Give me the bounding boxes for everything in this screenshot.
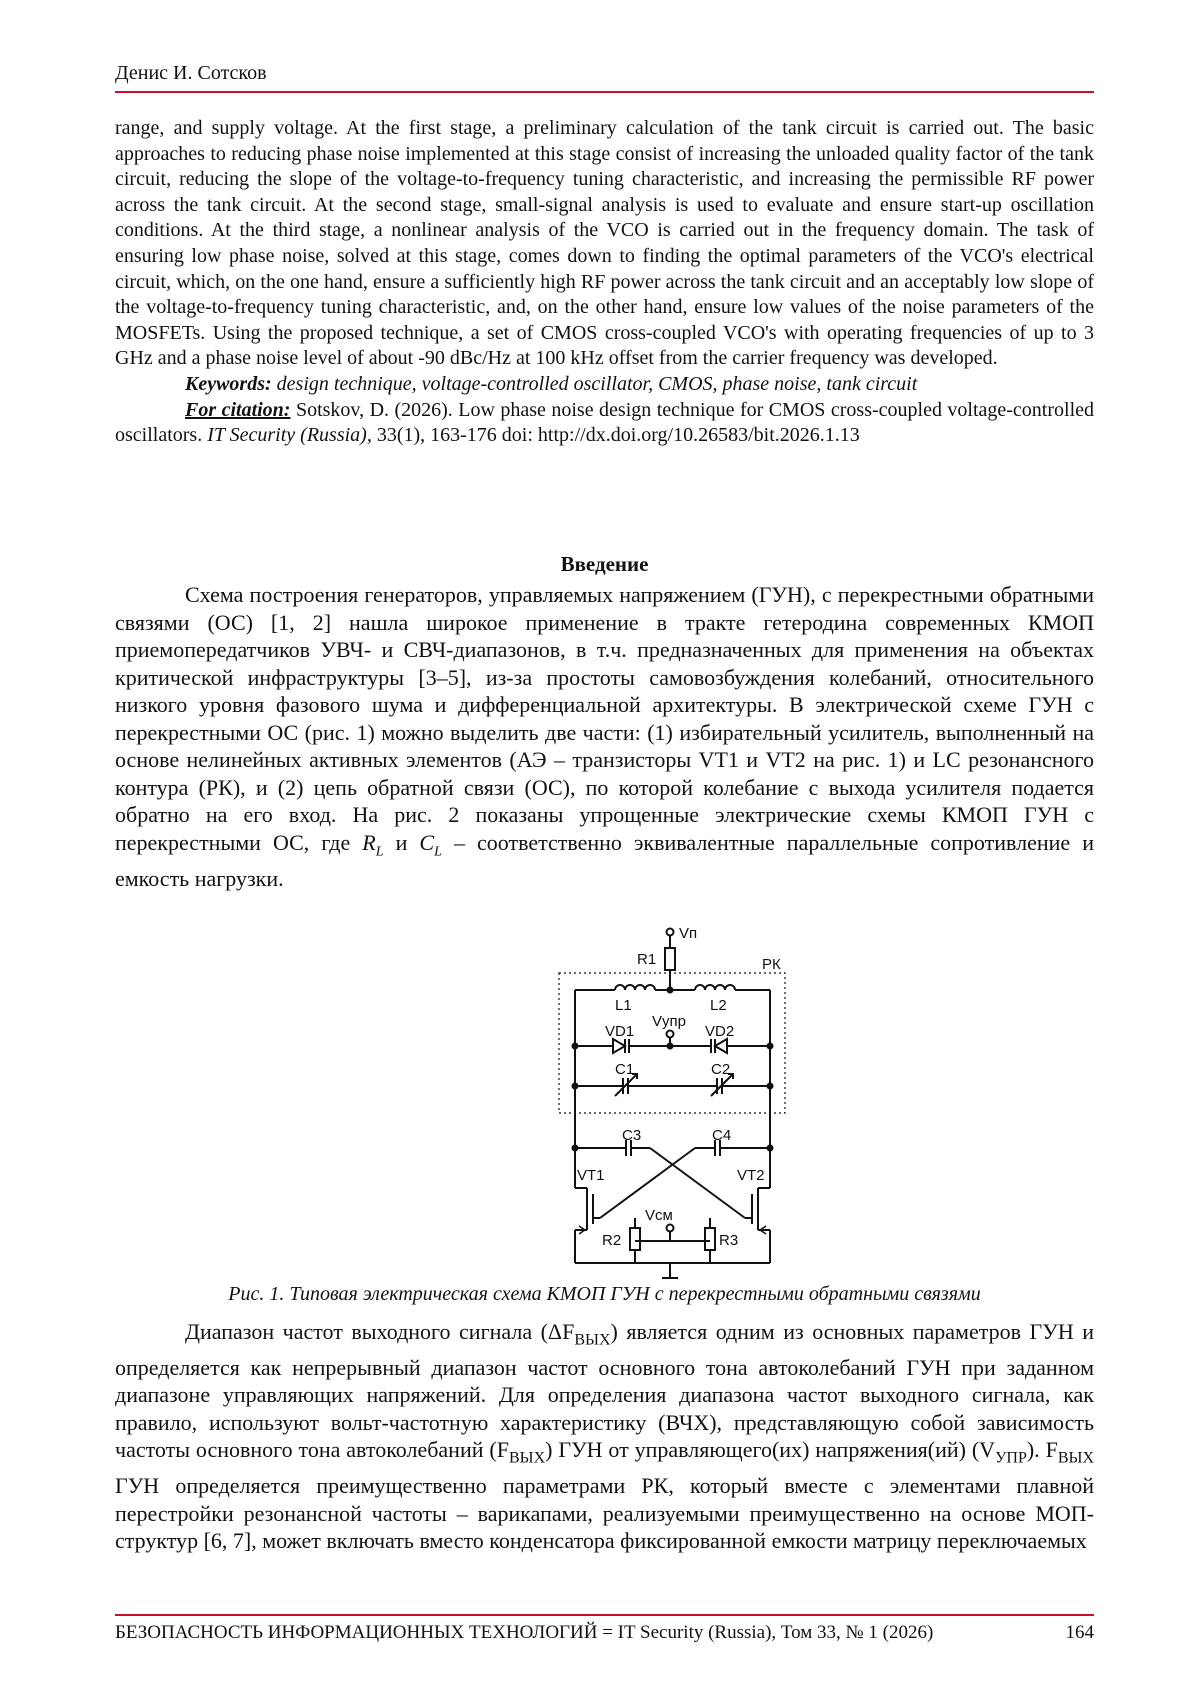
label-vd2: VD2 xyxy=(705,1023,735,1040)
cl-symbol: $C_L$ xyxy=(419,829,442,859)
resistor-r2 xyxy=(630,1228,640,1250)
label-r1: R1 xyxy=(637,951,657,968)
and-word: и xyxy=(395,829,408,855)
label-c2: C2 xyxy=(711,1061,731,1078)
label-r3: R3 xyxy=(719,1232,739,1249)
intro-paragraph xyxy=(115,581,1094,893)
intro-text-a: Схема построения генераторов, управляемых напряжением (ГУН), с перекрестными обратными связями (ОС) [1, 2] нашла широкое применение в тракте гетеродина современных КМОП приемопередатчиков УВЧ- и СВЧ-диапазонов, в т.ч. предназначенных для применения на объектах критической инфраструктуры [3–5], из-за простоты самовозбуждения колебаний, относительного низкого уровня фазового шума и дифференциальной архитектуры. В электрической схеме ГУН с перекрестными ОС (рис. 1) можно выделить две части: (1) избирательный усилитель, выполненный на основе нелинейных активных элементов (АЭ – транзисторы VT1 и VT2 на рис. 1) и LC резонансного контура (РК), и (2) цепь обратной связи (ОС), по которой колебание с выхода усилителя подается обратно на его вход. На рис. 2 показаны упрощенные электрические схемы КМОП ГУН с перекрестными ОС, где xyxy=(115,582,1094,855)
figure-caption: Рис. 1. Типовая электрическая схема КМОП ГУН с перекрестными обратными связями xyxy=(228,1283,981,1305)
varicap-vd2 xyxy=(715,1039,727,1053)
vco-schematic xyxy=(475,918,835,1288)
label-c4: C4 xyxy=(712,1127,732,1144)
keywords-label: Keywords: xyxy=(185,372,272,395)
label-l1: L1 xyxy=(615,997,632,1014)
keywords-text: design technique, voltage-controlled oscillator, CMOS, phase noise, tank circuit xyxy=(276,372,918,395)
label-r2: R2 xyxy=(602,1232,622,1249)
varicap-vd1 xyxy=(613,1039,625,1053)
vupr-terminal xyxy=(667,1031,674,1038)
citation-label: For citation: xyxy=(185,398,291,421)
rl-symbol: $R_L$ xyxy=(362,829,384,859)
page-number: 164 xyxy=(1065,1622,1094,1643)
label-l2: L2 xyxy=(710,997,727,1014)
resistor-r1 xyxy=(665,948,675,970)
citation-text: Sotskov, D. (2026). Low phase noise design technique for CMOS cross-coupled voltage-controlled oscillators. xyxy=(115,398,1095,447)
inductor-l1 xyxy=(615,985,655,990)
inductor-l2 xyxy=(695,985,735,990)
vsm-terminal xyxy=(667,1225,674,1232)
header-rule xyxy=(115,91,1094,93)
citation xyxy=(115,398,1094,449)
intro-text-b: – соответственно эквивалентные параллельные сопротивление и емкость нагрузки. xyxy=(115,829,1095,892)
paragraph-2: Диапазон частот выходного сигнала $(\Delta F_{ВЫХ})$ является одним из основных параметров ГУН и определяется как непрерывный диапазон частот основного тона автоколебаний ГУН при заданном диапазоне управляющих напряжений. Для определения диапазона частот выходного сигнала, как правило, используют вольт-частотную характеристику (ВЧХ), представляющую собой зависимость частоты основного тона автоколебаний $(F_{ВЫХ})$ ГУН от управляющего(их) напряжения(ий) $(V_{УПР})$. $F_{ВЫХ}$ ГУН определяется преимущественно параметрами РК, который вместе с элементами плавной перестройки резонансной частоты – варикапами, реализуемыми преимущественно на основе МОП-структур [6, 7], может включать вместо конденсатора фиксированной емкости матрицу переключаемых xyxy=(115,1319,1094,1554)
citation-tail[interactable]: 33(1), 163-176 doi: http://dx.doi.org/10.26583/bit.2026.1.13 xyxy=(376,424,860,447)
label-c3: C3 xyxy=(622,1127,642,1144)
label-vsm: Vсм xyxy=(645,1207,673,1224)
label-vupr: Vупр xyxy=(652,1013,686,1030)
abstract xyxy=(115,116,1094,449)
section-title: Введение xyxy=(560,552,649,576)
page-footer xyxy=(115,1622,1094,1644)
footer-rule xyxy=(115,1614,1094,1616)
abstract-continuation: range, and supply voltage. At the first stage, a preliminary calculation of the tank circuit is carried out. The basic approaches to reducing phase noise implemented at this stage consist of increasing the unloaded quality factor of the tank circuit, reducing the slope of the voltage-to-frequency tuning characteristic, and increasing the permissible RF power across the tank circuit. At the second stage, small-signal analysis is used to evaluate and ensure start-up oscillation conditions. At the third stage, a nonlinear analysis of the VCO is carried out in the frequency domain. The task of ensuring low phase noise, solved at this stage, comes down to finding the optimal parameters of the VCO's electrical circuit, which, on the one hand, ensure a sufficiently high RF power across the tank circuit and an acceptably low slope of the voltage-to-frequency tuning characteristic, and, on the other hand, ensure low values of the noise parameters of the MOSFETs. Using the proposed technique, a set of CMOS cross-coupled VCO's with operating frequencies of up to 3 GHz and a phase noise level of about -90 dBc/Hz at 100 kHz offset from the carrier frequency was developed. xyxy=(115,117,1094,370)
vp-terminal xyxy=(667,929,674,936)
label-vp: Vп xyxy=(679,925,698,942)
keywords-line xyxy=(115,372,1094,398)
running-head-author: Денис И. Сотсков xyxy=(115,62,267,84)
label-vt1: VT1 xyxy=(577,1167,605,1184)
label-vt2: VT2 xyxy=(737,1167,765,1184)
footer-journal: БЕЗОПАСНОСТЬ ИНФОРМАЦИОННЫХ ТЕХНОЛОГИЙ = IT Security (Russia), Том 33, № 1 (2026) xyxy=(115,1622,934,1643)
label-rk: РК xyxy=(762,956,781,973)
label-c1: C1 xyxy=(615,1061,635,1078)
resistor-r3 xyxy=(705,1228,715,1250)
citation-journal: IT Security (Russia), xyxy=(207,424,372,447)
label-vd1: VD1 xyxy=(605,1023,635,1040)
tank-boundary xyxy=(559,973,785,1113)
